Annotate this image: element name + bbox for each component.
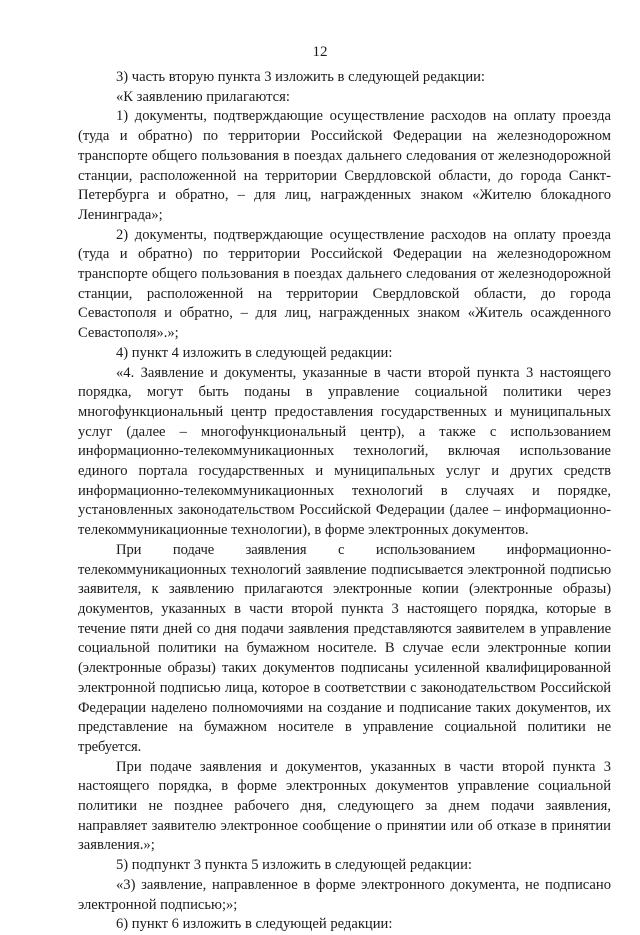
paragraph: «К заявлению прилагаются: [116, 88, 290, 105]
paragraph: 6) пункт 6 изложить в следующей редакции: [116, 916, 393, 933]
paragraph: «3) заявление, направленное в форме электронного документа, не подписано электронной подписью;»; [78, 876, 611, 913]
paragraph: 5) подпункт 3 пункта 5 изложить в следующей редакции: [116, 857, 472, 874]
paragraph: При подаче заявления и документов, указанных в части второй пункта 3 настоящего порядка, в форме электронных документов управление социальной политики не позднее рабочего дня, следующего за днем подачи заявления, направляет заявителю электронное сообщение о принятии или об отказе в принятии заявления.»; [78, 758, 611, 854]
paragraph: 4) пункт 4 изложить в следующей редакции: [116, 344, 393, 361]
paragraph: При подаче заявления с использованием информационно-телекоммуникационных технологий заявление подписывается электронной подписью заявителя, к заявлению прилагаются электронные копии (электронные образы) документов, указанных в части второй пункта 3 настоящего порядка, которые в течение пяти дней со дня подачи заявления представляются заявителем в управление социальной политики на бумажном носителе. В случае если электронные копии (электронные образы) таких документов подписаны усиленной квалифицированной электронной подписью лица, которое в соответствии с законодательством Российской Федерации наделено полномочиями на создание и подписание таких документов, их представление на бумажном носителе в управление социальной политики не требуется. [78, 541, 611, 755]
paragraph: 1) документы, подтверждающие осуществление расходов на оплату проезда (туда и обратно) по территории Российской Федерации на железнодорожном транспорте общего пользования в поездах дальнего следования от железнодорожной станции, расположенной на территории Свердловской области, до города Санкт-Петербурга и обратно, – для лиц, награжденных знаком «Жителю блокадного Ленинграда»; [78, 108, 611, 223]
paragraph: 3) часть вторую пункта 3 изложить в следующей редакции: [116, 69, 485, 85]
document-body [78, 68, 611, 935]
paragraph: 2) документы, подтверждающие осуществление расходов на оплату проезда (туда и обратно) по территории Российской Федерации на железнодорожном транспорте общего пользования в поездах дальнего следования от железнодорожной станции, расположенной на территории Свердловской области, до города Севастополя и обратно, – для лиц, награжденных знаком «Житель осажденного Севастополя».»; [78, 226, 611, 342]
paragraph: «4. Заявление и документы, указанные в части второй пункта 3 настоящего порядка, могут быть поданы в управление социальной политики через многофункциональный центр предоставления государственных и муниципальных услуг (далее – многофункциональный центр), а также с использованием информационно-телекоммуникационных технологий, включая использование единого портала государственных и муниципальных услуг и других средств информационно-телекоммуникационных технологий в случаях и порядке, установленных законодательством Российской Федерации (далее – информационно-телекоммуникационные технологии), в форме электронных документов. [78, 364, 611, 539]
page-number: 12 [312, 44, 328, 60]
